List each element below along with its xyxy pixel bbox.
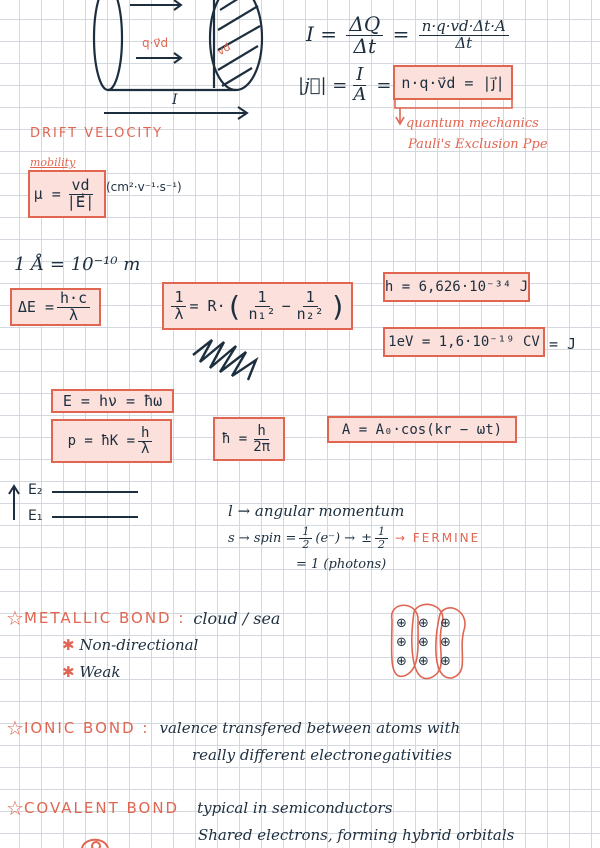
fraction-numerator: 1 — [303, 290, 318, 307]
rydberg-term-2 — [294, 287, 327, 323]
metallic-bond-desc: cloud / sea — [193, 608, 281, 628]
momentum-lhs: p = ħK = — [67, 433, 135, 449]
metallic-bond-heading — [6, 606, 280, 630]
level-e1-label: E₁ — [28, 508, 43, 524]
spin-label: s → spin = — [228, 530, 297, 546]
fraction-denominator: A — [353, 83, 367, 105]
fraction-numerator: h — [138, 426, 152, 442]
fraction-numerator: 1 — [255, 290, 270, 307]
fraction-numerator: 1 — [171, 290, 186, 307]
rydberg-box — [162, 282, 353, 330]
fraction-denominator: 2 — [302, 537, 310, 551]
qvd-label: q·v⃗d — [142, 36, 169, 50]
mobility-mu: μ = — [33, 185, 61, 203]
electronvolt-box: 1eV = 1,6·10⁻¹⁹ CV — [383, 327, 545, 357]
photons-line: = 1 (photons) — [296, 557, 387, 572]
spin-electron: (e⁻) → — [315, 530, 356, 546]
fraction-denominator: 2π — [253, 438, 271, 455]
covalent-bond-line-2: Shared electrons, forming hybrid orbitals — [198, 826, 515, 844]
positive-ion-icon: ⊕ — [396, 616, 407, 631]
fraction-denominator: n₁² — [248, 304, 276, 323]
fraction-numerator: h — [254, 424, 268, 440]
energy-box: E = hν = ħω — [51, 389, 174, 413]
positive-ion-icon: ⊕ — [418, 616, 429, 631]
spin-pm-fraction — [375, 526, 388, 550]
fraction-numerator: h·c — [57, 291, 90, 308]
planck-constant-box: h = 6,626·10⁻³⁴ J — [383, 272, 530, 302]
mobility-box — [28, 170, 106, 218]
metallic-item-2 — [62, 663, 120, 681]
density-fraction — [350, 66, 369, 105]
momentum-box — [51, 419, 172, 463]
wave-function-box: A = A₀·cos(kr − ωt) — [327, 416, 517, 443]
item-text: Weak — [79, 663, 121, 681]
momentum-fraction — [138, 426, 152, 456]
asterisk-icon: ✱ — [62, 636, 75, 654]
level-e2-label: E₂ — [28, 482, 43, 498]
star-icon: ☆ — [6, 606, 24, 630]
current-density-equation — [298, 66, 395, 105]
fraction-numerator: n·q·vd·Δt·A — [419, 19, 509, 36]
minus-sign: − — [281, 297, 291, 315]
hbar-box — [213, 417, 285, 461]
fermion-label: → FERMINE — [395, 531, 481, 546]
spin-half-fraction — [299, 526, 312, 550]
mobility-units: (cm²·v⁻¹·s⁻¹) — [106, 180, 182, 194]
fraction-numerator: I — [353, 66, 366, 86]
star-icon: ☆ — [6, 716, 24, 740]
positive-ion-icon: ⊕ — [396, 654, 407, 669]
equals-sign: = — [376, 74, 392, 96]
ionic-bond-heading — [6, 716, 460, 740]
metallic-ion-grid — [396, 616, 462, 669]
electronvolt-tail: = J — [549, 335, 577, 353]
mobility-label: mobility — [30, 156, 76, 169]
delta-e-lhs: ΔE = — [17, 298, 55, 316]
note-quantum-mechanics: quantum mechanics — [406, 116, 539, 131]
conductor-cylinder-drawing — [94, 0, 262, 90]
equals-sign: = — [392, 22, 410, 46]
asterisk-icon: ✱ — [62, 663, 75, 681]
spin-line — [228, 526, 480, 550]
svg-text:vd: vd — [214, 40, 233, 59]
hbar-lhs: ħ = — [221, 431, 248, 447]
fraction-denominator: λ — [174, 304, 184, 323]
angular-momentum-line: l → angular momentum — [228, 502, 405, 520]
fraction-denominator: λ — [69, 305, 79, 324]
positive-ion-icon: ⊕ — [440, 635, 451, 650]
metallic-item-1 — [62, 636, 198, 654]
scribble-drawing — [193, 340, 256, 380]
positive-ion-icon: ⊕ — [440, 654, 451, 669]
fraction-numerator: vd — [69, 178, 93, 195]
plus-minus: ± — [361, 530, 373, 546]
rydberg-term-1 — [245, 287, 278, 323]
fraction-denominator: λ — [141, 440, 150, 457]
angstrom-definition: 1 Å = 10⁻¹⁰ m — [14, 254, 141, 275]
open-paren: ( — [225, 289, 243, 323]
ionic-bond-title: IONIC BOND : — [23, 719, 150, 737]
delta-e-fraction — [57, 288, 90, 324]
rydberg-lhs-fraction — [171, 287, 186, 323]
current-fraction-2 — [419, 19, 509, 52]
positive-ion-icon: ⊕ — [418, 635, 429, 650]
covalent-bond-title: COVALENT BOND — [23, 799, 180, 817]
fraction-denominator: |E⃗| — [66, 192, 95, 211]
orbital-fragment — [82, 840, 108, 848]
positive-ion-icon: ⊕ — [440, 616, 451, 631]
fraction-numerator: 1 — [299, 526, 312, 539]
fraction-denominator: Δt — [455, 34, 473, 52]
current-density-box: n·q·v⃗d = |j⃗| — [393, 65, 513, 100]
delta-e-box — [10, 288, 101, 326]
item-text: Non-directional — [79, 636, 199, 654]
current-arrow-label: I — [172, 92, 178, 108]
density-lhs: |j⃗| = — [298, 74, 348, 96]
positive-ion-icon: ⊕ — [418, 654, 429, 669]
rydberg-constant: = R· — [189, 297, 226, 315]
fraction-numerator: 1 — [375, 526, 388, 539]
ionic-bond-line-1: valence transfered between atoms with — [159, 719, 461, 737]
fraction-denominator: Δt — [353, 34, 377, 58]
fraction-denominator: n₂² — [296, 304, 324, 323]
positive-ion-icon: ⊕ — [396, 635, 407, 650]
note-pauli: Pauli's Exclusion Ppe — [408, 137, 548, 152]
drift-velocity-title: DRIFT VELOCITY — [30, 126, 164, 141]
ionic-bond-line-2: really different electronegativities — [192, 746, 452, 764]
close-paren: ) — [329, 289, 347, 323]
current-lhs: I = — [306, 22, 338, 46]
metallic-bond-title: METALLIC BOND : — [23, 609, 186, 627]
mobility-fraction — [64, 175, 98, 211]
star-icon: ☆ — [6, 796, 24, 820]
fraction-numerator: ΔQ — [346, 14, 383, 36]
hbar-fraction — [250, 424, 273, 454]
covalent-bond-line-1: typical in semiconductors — [197, 799, 393, 817]
fraction-denominator: 2 — [378, 537, 386, 551]
covalent-bond-heading — [6, 796, 392, 820]
current-fraction-1 — [346, 14, 383, 57]
current-equation — [306, 14, 512, 57]
